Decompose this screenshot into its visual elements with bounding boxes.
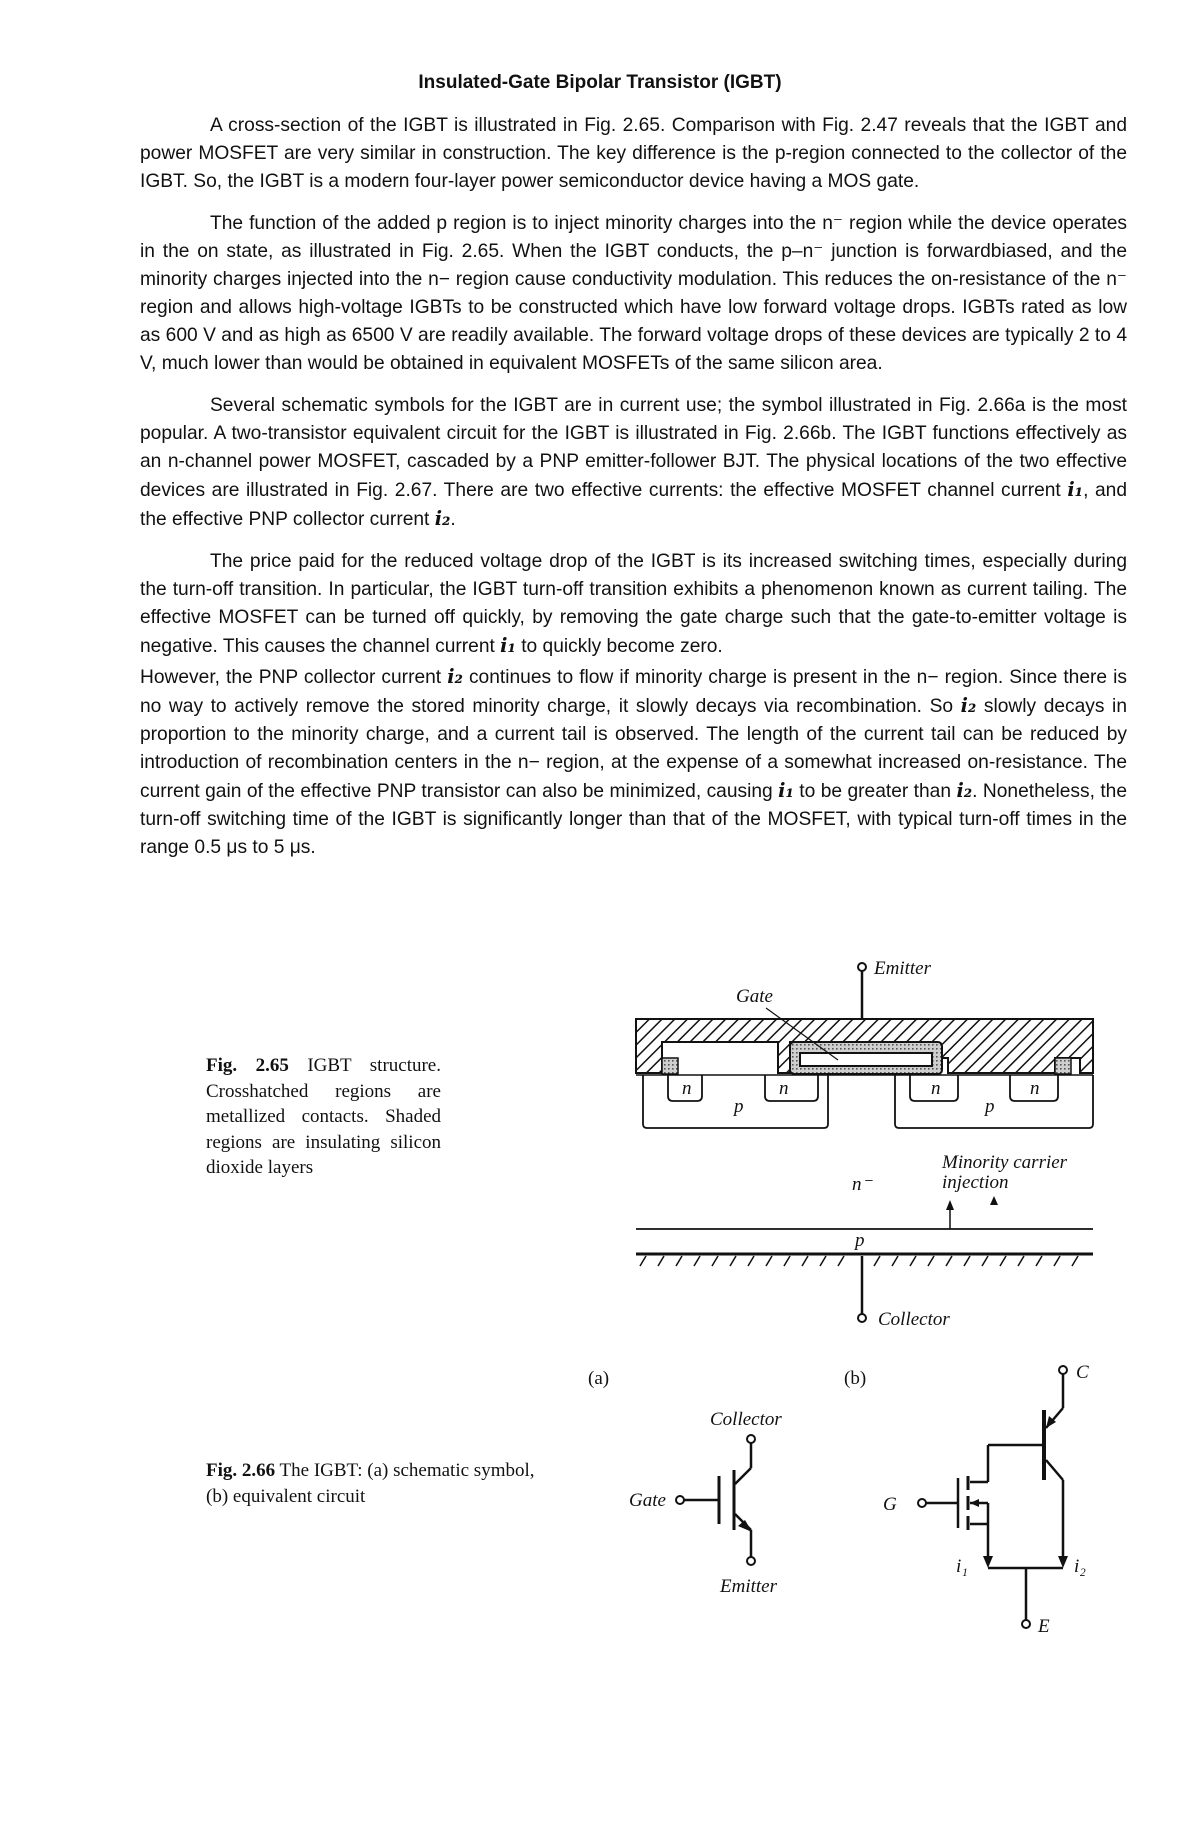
text-run: Several schematic symbols for the IGBT are in current use; the symbol illustrated in Fig. 2.66a is the most popular. A two-transistor equivalent circuit for the IGBT is illustrated in Fig. 2.66b. The IGBT functions effectively as an n-channel power MOSFET, cascaded by a PNP emitter-follower BJT. The physical locations of the two effective devices are illustrated in Fig. 2.67. There are two effective currents: the effective MOSFET channel current — [140, 395, 1127, 501]
terminal-e — [1022, 1620, 1030, 1628]
symbol-emitter-terminal — [747, 1557, 755, 1565]
current-i1: i₁ — [778, 779, 794, 802]
current-i2: i₂ — [960, 694, 977, 717]
i2-arrow — [1058, 1556, 1068, 1568]
emitter-label: Emitter — [874, 958, 931, 979]
symbol-emitter-label: Emitter — [720, 1576, 777, 1597]
n-label-left-2: n — [779, 1078, 789, 1099]
i1-arrow — [983, 1556, 993, 1568]
symbol-gate-label: Gate — [629, 1490, 666, 1511]
current-i1: i₁ — [500, 634, 516, 657]
injection-marker — [990, 1196, 998, 1205]
paragraph-1: A cross-section of the IGBT is illustrated in Fig. 2.65. Comparison with Fig. 2.47 reveals that the IGBT and power MOSFET are very similar in construction. The key difference is the p-region connected to the collector of the IGBT. So, the IGBT is a modern four-layer power semiconductor device having a MOS gate. — [140, 115, 1127, 192]
symbol-gate-terminal — [676, 1496, 684, 1504]
oxide-right — [1055, 1058, 1071, 1074]
gate-electrode — [800, 1053, 932, 1066]
n-minus-label: n⁻ — [852, 1174, 872, 1195]
n-label-left-1: n — [682, 1078, 692, 1099]
current-i2: i₂ — [434, 507, 451, 530]
page-title: Insulated-Gate Bipolar Transistor (IGBT) — [418, 72, 782, 93]
fig-2-65-caption-text: IGBT structure. Crosshatched regions are metallized contacts. Shaded regions are insulating silicon dioxide layers — [206, 1055, 441, 1178]
text-run: However, the PNP collector current — [140, 667, 448, 688]
i1-label: i₁ — [956, 1556, 968, 1577]
paragraph-2: The function of the added p region is to inject minority charges into the n⁻ region while the device operates in the on state, as illustrated in Fig. 2.65. When the IGBT conducts, the p–n⁻ junction is forwardbiased, and the minority charges injected into the n− region cause conductivity modulation. This reduces the on-resistance of the n⁻ region and allows high-voltage IGBTs to be constructed which have low forward voltage drops. IGBTs rated as low as 600 V and as high as 6500 V are readily available. The forward voltage drops of these devices are typically 2 to 4 V, much lower than would be obtained in equivalent MOSFETs of the same silicon area. — [140, 213, 1127, 374]
text-run: , and the effective PNP collector current — [140, 480, 1127, 530]
p-collector-label: p — [855, 1230, 865, 1251]
text-run: . Nonetheless, the turn-off switching time of the IGBT is significantly longer than that of the MOSFET, with typical turn-off times in the range 0.5 μs to 5 μs. — [140, 781, 1127, 858]
label-a: (a) — [588, 1368, 610, 1389]
igbt-structure-diagram — [636, 958, 1093, 1330]
symbol-collector-terminal — [747, 1435, 755, 1443]
p-label-right: p — [985, 1096, 995, 1117]
gate-label: Gate — [736, 986, 773, 1007]
pnp-collector-diagonal — [1046, 1460, 1063, 1480]
current-i2: i₂ — [447, 665, 463, 688]
current-i1: i₁ — [1067, 478, 1084, 501]
terminal-c-label: C — [1076, 1362, 1089, 1383]
mosfet-body-arrow — [970, 1499, 979, 1507]
igbt-schematic-symbol — [588, 1368, 782, 1597]
current-i2: i₂ — [956, 779, 973, 802]
collector-terminal — [858, 1314, 866, 1322]
injection-label: injection — [942, 1172, 1009, 1193]
terminal-g — [918, 1499, 926, 1507]
fig-2-65-label: Fig. 2.65 — [206, 1055, 289, 1076]
text-run: to quickly become zero. — [515, 636, 723, 657]
minority-carrier-label: Minority carrier — [942, 1152, 1068, 1173]
oxide-left — [662, 1058, 678, 1074]
text-run: continues to flow if minority charge is present in the n− region. Since there is no way to actively remove the stored minority charge, it slowly decays via recombination. So — [140, 667, 1127, 717]
fig-2-66-caption-text: The IGBT: (a) schematic symbol, (b) equivalent circuit — [206, 1460, 535, 1507]
collector-metal-hatch — [640, 1256, 1078, 1266]
text-run: . — [450, 509, 456, 530]
i2-label: i₂ — [1074, 1556, 1086, 1577]
injection-arrow-head — [946, 1200, 954, 1210]
symbol-collector-label: Collector — [710, 1409, 782, 1430]
terminal-g-label: G — [883, 1494, 897, 1515]
collector-label: Collector — [878, 1309, 950, 1330]
collector-diagonal — [735, 1468, 751, 1484]
terminal-e-label: E — [1038, 1616, 1050, 1637]
n-region-left-2 — [765, 1075, 818, 1101]
terminal-c — [1059, 1366, 1067, 1374]
text-run: slowly decays in proportion to the minority charge, and a current tail is observed. The length of the current tail can be reduced by introduction of recombination centers in the n− region, at the expense of a somewhat increased on-resistance. The current gain of the effective PNP transistor can also be minimized, causing — [140, 696, 1127, 802]
text-run: The price paid for the reduced voltage drop of the IGBT is its increased switching times, especially during the turn-off transition. In particular, the IGBT turn-off transition exhibits a phenomenon known as current tailing. The effective MOSFET can be turned off quickly, by removing the gate charge such that the gate-to-emitter voltage is negative. This causes the channel current — [140, 551, 1127, 657]
emitter-terminal — [858, 963, 866, 971]
igbt-equivalent-circuit — [844, 1362, 1089, 1637]
text-run: to be greater than — [793, 781, 957, 802]
n-label-right-1: n — [931, 1078, 941, 1099]
fig-2-66-label: Fig. 2.66 — [206, 1460, 276, 1481]
p-label-left: p — [734, 1096, 744, 1117]
n-label-right-2: n — [1030, 1078, 1040, 1099]
label-b: (b) — [844, 1368, 867, 1389]
